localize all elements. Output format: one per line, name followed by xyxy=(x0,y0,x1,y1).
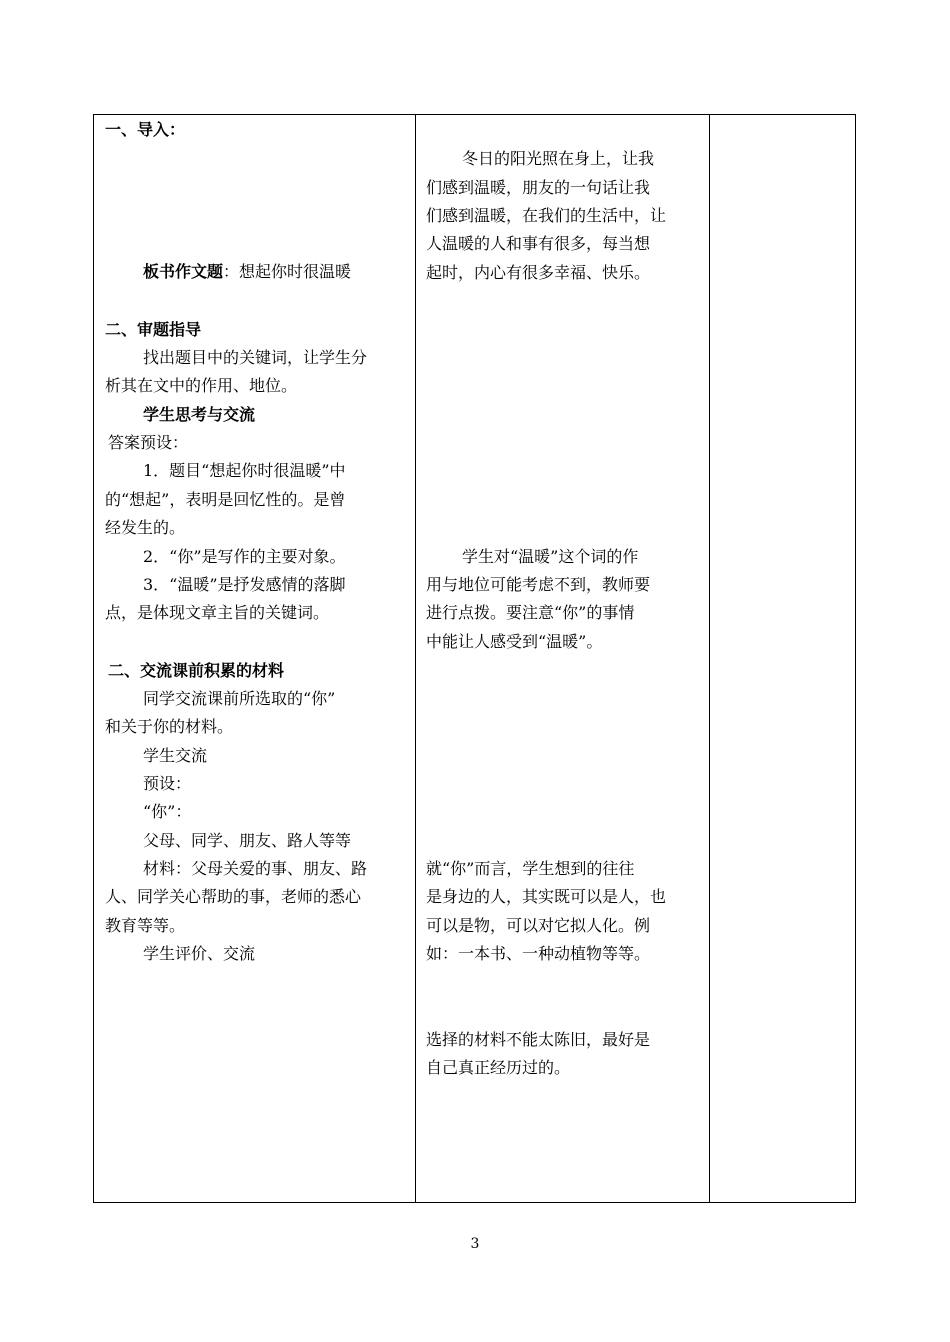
answer-1-line: 1．题目“想起你时很温暖”中 xyxy=(143,461,346,480)
note-4-line: 选择的材料不能太陈旧，最好是 xyxy=(426,1030,651,1049)
evaluate-line: 学生评价、交流 xyxy=(143,944,256,963)
exchange-text-line: 同学交流课前所选取的“你” xyxy=(143,689,336,708)
note-2-line: 中能让人感受到“温暖”。 xyxy=(426,632,603,651)
note-3-line: 是身边的人，其实既可以是人，也 xyxy=(426,887,667,906)
note-2-line: 进行点拨。要注意“你”的事情 xyxy=(426,603,635,622)
board-title-line xyxy=(143,262,351,282)
note-2-line: 学生对“温暖”这个词的作 xyxy=(462,547,639,566)
exchange-heading: 二、交流课前积累的材料 xyxy=(108,661,285,680)
answer-3-line: 3．“温暖”是抒发感情的落脚 xyxy=(143,575,346,594)
answer-1-line: 经发生的。 xyxy=(105,518,186,537)
answer-3-line: 点，是体现文章主旨的关键词。 xyxy=(105,603,330,622)
review-text-line: 析其在文中的作用、地位。 xyxy=(105,376,298,395)
material-line: 人、同学关心帮助的事，老师的悉心 xyxy=(105,887,362,906)
middle-column xyxy=(416,115,709,1202)
note-3-line: 就“你”而言，学生想到的往往 xyxy=(426,859,635,878)
answer-2: 2．“你”是写作的主要对象。 xyxy=(143,547,346,566)
left-column xyxy=(94,115,415,1202)
material-line: 材料：父母关爱的事、朋友、路 xyxy=(143,859,368,878)
note-4-line: 自己真正经历过的。 xyxy=(426,1058,571,1077)
review-heading: 二、审题指导 xyxy=(105,320,202,339)
answer-1-line: 的“想起”，表明是回忆性的。是曾 xyxy=(105,490,346,509)
note-3-line: 如：一本书、一种动植物等等。 xyxy=(426,944,651,963)
note-1-line: 们感到温暖，在我们的生活中，让 xyxy=(426,206,667,225)
board-title: 想起你时很温暖 xyxy=(239,262,352,281)
think-heading: 学生思考与交流 xyxy=(143,405,256,424)
preset-label: 预设： xyxy=(143,774,192,793)
review-text-line: 找出题目中的关键词，让学生分 xyxy=(143,348,368,367)
page-number: 3 xyxy=(470,1236,480,1252)
note-1-line: 冬日的阳光照在身上，让我 xyxy=(462,149,655,168)
lesson-plan-table xyxy=(93,114,856,1203)
intro-heading: 一、导入： xyxy=(105,120,186,139)
you-label: “你”： xyxy=(143,802,192,821)
right-column xyxy=(710,115,855,1202)
board-label: 板书作文题 xyxy=(143,262,224,281)
board-colon: ： xyxy=(223,262,240,281)
exchange-text-line: 和关于你的材料。 xyxy=(105,717,234,736)
answer-label: 答案预设： xyxy=(108,433,189,452)
you-list: 父母、同学、朋友、路人等等 xyxy=(143,831,352,850)
material-line: 教育等等。 xyxy=(105,916,186,935)
note-3-line: 可以是物，可以对它拟人化。例 xyxy=(426,916,651,935)
student-exchange: 学生交流 xyxy=(143,746,208,765)
note-1-line: 起时，内心有很多幸福、快乐。 xyxy=(426,263,651,282)
note-2-line: 用与地位可能考虑不到，教师要 xyxy=(426,575,651,594)
note-1-line: 人温暖的人和事有很多，每当想 xyxy=(426,234,651,253)
note-1-line: 们感到温暖，朋友的一句话让我 xyxy=(426,178,651,197)
